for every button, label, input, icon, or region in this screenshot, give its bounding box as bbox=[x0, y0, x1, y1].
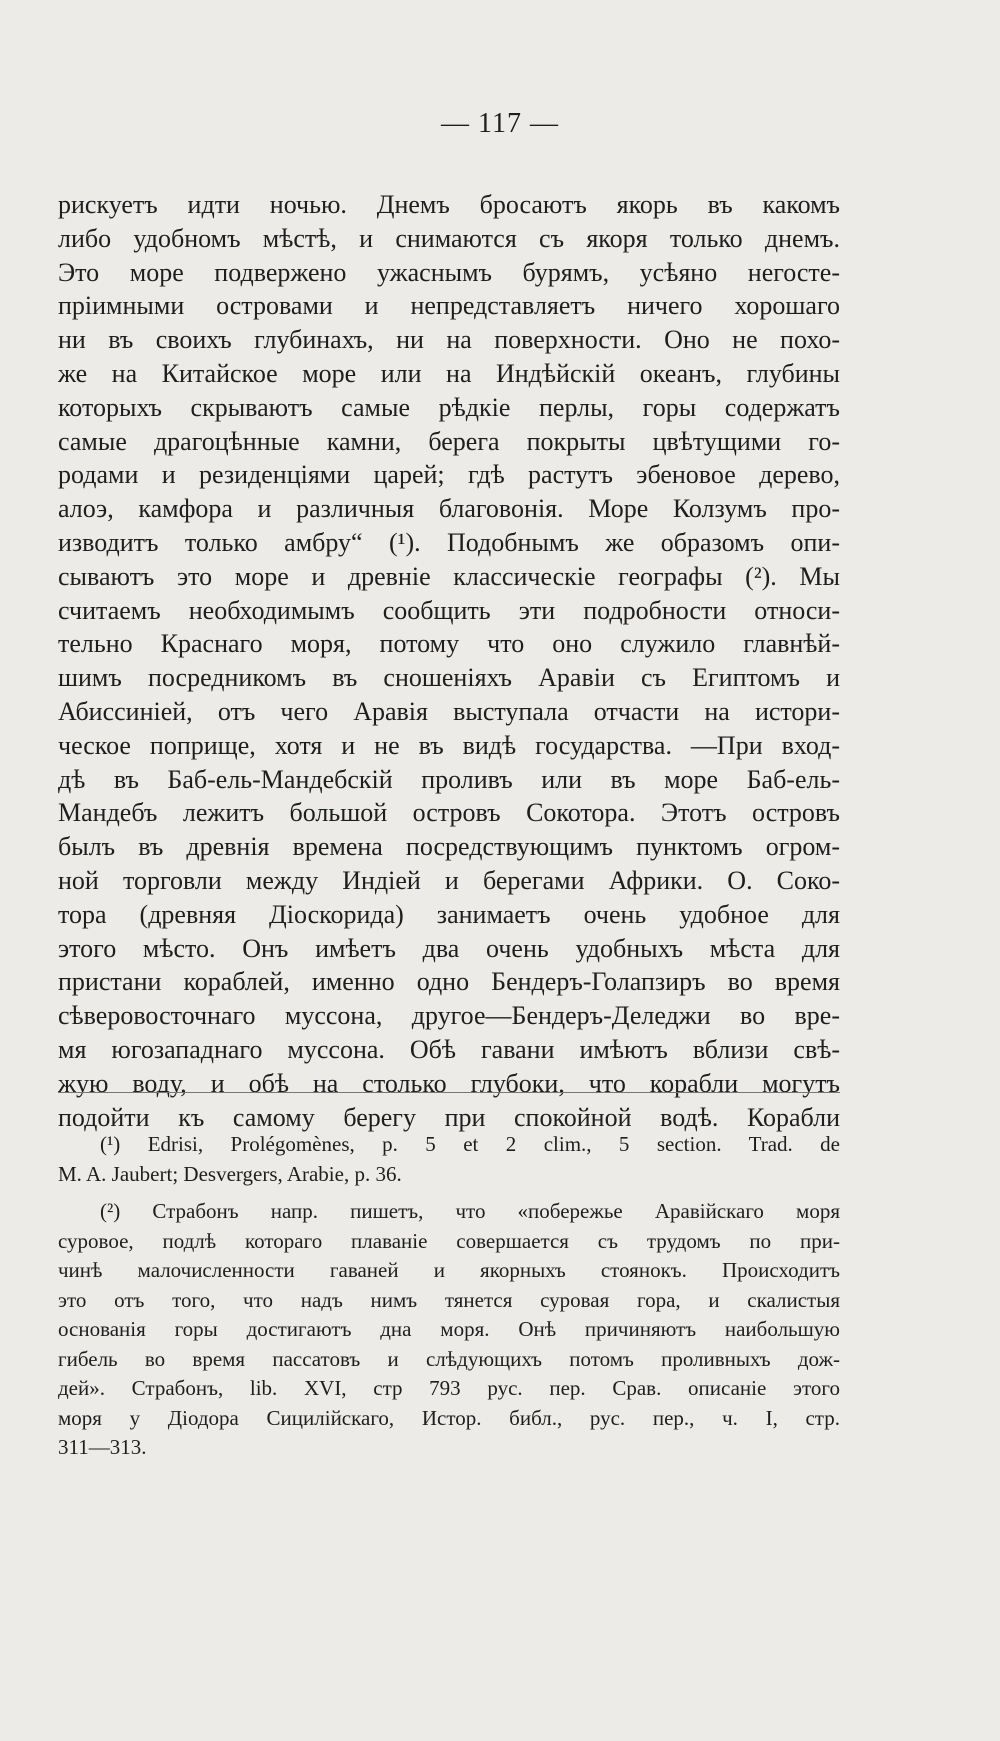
body-text bbox=[58, 188, 840, 1134]
footnote-line: M. A. Jaubert; Desvergers, Arabie, p. 36. bbox=[58, 1161, 402, 1186]
body-line: изводитъ только амбру“ (¹). Подобнымъ же образомъ опи- bbox=[58, 527, 840, 557]
body-line: тора (древняя Діоскорида) занимаетъ очень удобное для bbox=[58, 899, 840, 929]
body-line: тельно Краснаго моря, потому что оно служило главнѣй- bbox=[58, 629, 840, 659]
body-line: жую воду, и обѣ на столько глубоки, что корабли могутъ bbox=[58, 1068, 840, 1098]
body-line: рискуетъ идти ночью. Днемъ бросаютъ якорь въ какомъ bbox=[58, 190, 840, 219]
body-line: пріимными островами и непредставляетъ ничего хорошаго bbox=[58, 291, 840, 321]
body-line: ной торговли между Индіей и берегами Африки. О. Соко- bbox=[58, 865, 840, 895]
footnote-line: дей». Страбонъ, lib. XVI, стр 793 рус. пер. Срав. описаніе этого bbox=[58, 1376, 840, 1400]
body-line: либо удобномъ мѣстѣ, и снимаются съ якоря только днемъ. bbox=[58, 223, 840, 253]
footnote-line: гибель во время пассатовъ и слѣдующихъ потомъ проливныхъ дож- bbox=[58, 1346, 840, 1371]
footnote-1 bbox=[58, 1130, 840, 1189]
body-line: Абиссиніей, отъ чего Аравія выступала отчасти на истори- bbox=[58, 696, 840, 726]
footnote-line: чинѣ малочисленности гаваней и якорныхъ стоянокъ. Происходитъ bbox=[58, 1258, 840, 1282]
body-line: этого мѣсто. Онъ имѣетъ два очень удобныхъ мѣста для bbox=[58, 933, 840, 963]
body-line: родами и резиденціями царей; гдѣ растутъ эбеновое дерево, bbox=[58, 460, 840, 490]
body-line: дѣ въ Баб-ель-Мандебскій проливъ или въ море Баб-ель- bbox=[58, 764, 840, 794]
body-line: алоэ, камфора и различныя благовонія. Море Колзумъ про- bbox=[58, 494, 840, 524]
body-line: пристани кораблей, именно одно Бендеръ-Голапзиръ во время bbox=[58, 967, 840, 997]
body-line: же на Китайское море или на Индѣйскій океанъ, глубины bbox=[58, 358, 840, 388]
body-line: былъ въ древнія времена посредствующимъ пунктомъ огром- bbox=[58, 832, 840, 862]
body-line: сываютъ это море и древніе классическіе географы (²). Мы bbox=[58, 561, 840, 591]
body-line: которыхъ скрываютъ самые рѣдкіе перлы, горы содержатъ bbox=[58, 392, 840, 422]
footnote-line: моря у Діодора Сицилійскаго, Истор. библ., рус. пер., ч. I, стр. bbox=[58, 1405, 840, 1430]
body-line: мя югозападнаго муссона. Обѣ гавани имѣютъ вблизи свѣ- bbox=[58, 1034, 840, 1064]
footnote-line: (²) Страбонъ напр. пишетъ, что «побережье Аравійскаго моря bbox=[100, 1199, 840, 1223]
body-line: Мандебъ лежитъ большой островъ Сокотора. Этотъ островъ bbox=[58, 798, 840, 828]
body-line: шимъ посредникомъ въ сношеніяхъ Аравіи съ Египтомъ и bbox=[58, 663, 840, 693]
body-line: ческое поприще, хотя и не въ видѣ государства. —При вход- bbox=[58, 730, 840, 760]
footnote-2 bbox=[58, 1197, 840, 1463]
footnote-line: суровое, подлѣ котораго плаваніе совершается съ трудомъ по при- bbox=[58, 1228, 840, 1253]
footnote-separator bbox=[58, 1092, 840, 1093]
body-line: считаемъ необходимымъ сообщить эти подробности относи- bbox=[58, 595, 840, 625]
footnote-line: это отъ того, что надъ нимъ тянется суровая гора, и скалистыя bbox=[58, 1287, 840, 1312]
body-line: ни въ своихъ глубинахъ, ни на поверхности. Оно не похо- bbox=[58, 325, 840, 355]
footnote-line: основанія горы достигаютъ дна моря. Онѣ причиняютъ наибольшую bbox=[58, 1317, 840, 1341]
body-line: самые драгоцѣнные камни, берега покрыты цвѣтущими го- bbox=[58, 426, 840, 456]
page-number: — 117 — bbox=[441, 108, 559, 139]
footnotes bbox=[58, 1130, 840, 1463]
footnote-line: (¹) Edrisi, Prolégomènes, p. 5 et 2 clim., 5 section. Trad. de bbox=[100, 1132, 840, 1156]
body-line: подойти къ самому берегу при спокойной водѣ. Корабли bbox=[58, 1102, 840, 1132]
body-line: Это море подвержено ужаснымъ бурямъ, усѣяно негосте- bbox=[58, 257, 840, 287]
body-line: сѣверовосточнаго муссона, другое—Бендеръ-Деледжи во вре- bbox=[58, 1001, 840, 1031]
footnote-line: 311—313. bbox=[58, 1435, 147, 1459]
